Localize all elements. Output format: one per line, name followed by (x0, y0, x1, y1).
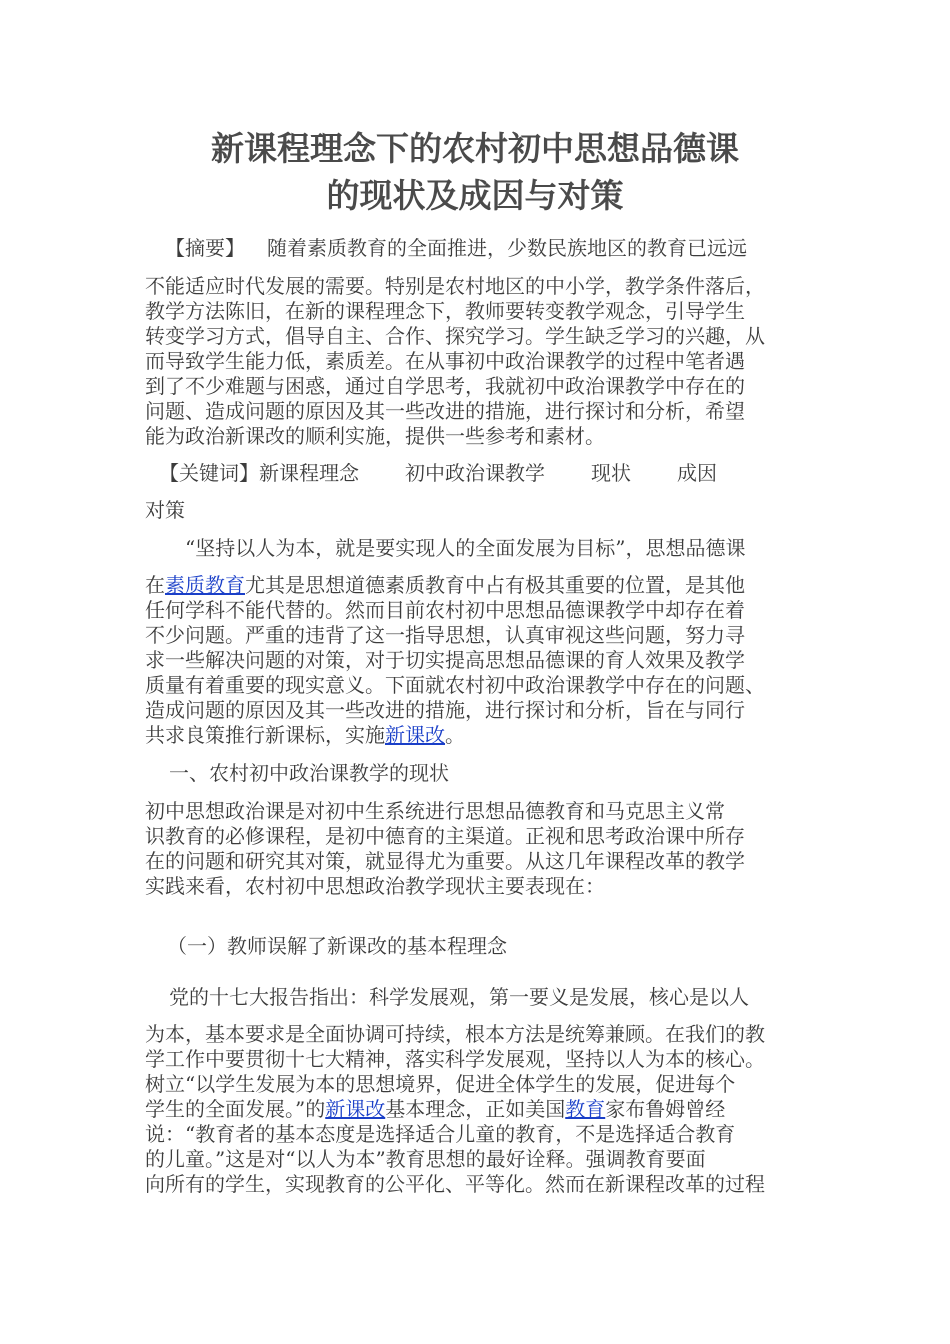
subsection1-line: 向所有的学生，实现教育的公平化、平等化。然而在新课程改革的过程 (145, 1172, 765, 1196)
section1-line: 实践来看，农村初中思想政治教学现状主要表现在： (145, 874, 605, 898)
keywords-line (145, 461, 815, 486)
keyword-item: 现状 (591, 461, 631, 485)
abstract-line: 教学方法陈旧，在新的课程理念下，教师要转变教学观念，引导学生 (145, 299, 745, 323)
intro-text: 尤其是思想道德素质教育中占有极其重要的位置，是其他 (245, 573, 745, 597)
abstract-label: 【摘要】 (165, 236, 245, 260)
keyword-item: 初中政治课教学 (405, 461, 545, 485)
keyword-item: 新课程理念 (259, 461, 359, 485)
intro-line: 求一些解决问题的对策，对于切实提高思想品德课的育人效果及教学 (145, 648, 745, 672)
intro-line: 质量有着重要的现实意义。下面就农村初中政治课教学中存在的问题、 (145, 673, 765, 697)
intro-body (145, 573, 815, 748)
abstract-body (145, 274, 815, 449)
subsection1-line: 树立“以学生发展为本的思想境界，促进全体学生的发展，促进每个 (145, 1072, 736, 1096)
link-suzhi-jiaoyu[interactable]: 素质教育 (165, 573, 245, 597)
intro-text: 在 (145, 573, 165, 597)
intro-text: 共求良策推行新课标，实施 (145, 723, 385, 747)
intro-line-2 (145, 573, 815, 598)
subsection1-first-line (145, 985, 815, 1010)
abstract-line: 能为政治新课改的顺利实施，提供一些参考和素材。 (145, 424, 605, 448)
subsection1-line: 为本，基本要求是全面协调可持续，根本方法是统筹兼顾。在我们的教 (145, 1022, 765, 1046)
keyword-item-wrapped: 对策 (145, 498, 185, 522)
title-line-1: 新课程理念下的农村初中思想品德课 (211, 129, 739, 168)
abstract-line: 问题、造成问题的原因及其一些改进的措施，进行探讨和分析，希望 (145, 399, 745, 423)
keywords-label: 【关键词】 (159, 461, 259, 485)
section1-line: 识教育的必修课程，是初中德育的主渠道。正视和思考政治课中所存 (145, 824, 745, 848)
intro-line: 不少问题。严重的违背了这一指导思想，认真审视这些问题，努力寻 (145, 623, 745, 647)
section1-heading: 一、农村初中政治课教学的现状 (169, 761, 449, 785)
intro-line: 造成问题的原因及其一些改进的措施，进行探讨和分析，旨在与同行 (145, 698, 745, 722)
section1-heading-row (145, 761, 815, 786)
title-line-2: 的现状及成因与对策 (326, 176, 624, 215)
keyword-item: 成因 (677, 461, 717, 485)
subsection1-line: 学工作中要贯彻十七大精神，落实科学发展观，坚持以人为本的核心。 (145, 1047, 765, 1071)
subsection1-first-text: 党的十七大报告指出：科学发展观，第一要义是发展，核心是以人 (169, 985, 749, 1009)
section1-line: 在的问题和研究其对策，就显得尤为重要。从这几年课程改革的教学 (145, 849, 745, 873)
abstract-first-line (145, 236, 815, 261)
abstract-first-text: 随着素质教育的全面推进，少数民族地区的教育已远远 (267, 236, 747, 260)
abstract-line: 转变学习方式，倡导自主、合作、探究学习。学生缺乏学习的兴趣，从 (145, 324, 765, 348)
intro-first-line (145, 536, 815, 561)
link-xin-kegai[interactable]: 新课改 (385, 723, 445, 747)
subsection1-heading: （一）教师误解了新课改的基本程理念 (167, 934, 507, 958)
abstract-line: 不能适应时代发展的需要。特别是农村地区的中小学，教学条件落后， (145, 274, 765, 298)
subsection1-text: 家布鲁姆曾经 (605, 1097, 726, 1121)
intro-first-text: “坚持以人为本，就是要实现人的全面发展为目标”，思想品德课 (185, 536, 746, 560)
link-xin-kegai-2[interactable]: 新课改 (325, 1097, 386, 1121)
subsection1-line: 的儿童。”这是对“以人为本”教育思想的最好诠释。强调教育要面 (145, 1147, 706, 1171)
section1-line: 初中思想政治课是对初中生系统进行思想品德教育和马克思主义常 (145, 799, 725, 823)
subsection1-line: 说：“教育者的基本态度是选择适合儿童的教育，不是选择适合教育 (145, 1122, 736, 1146)
subsection1-body (145, 1022, 815, 1197)
abstract-line: 而导致学生能力低，素质差。在从事初中政治课教学的过程中笔者遇 (145, 349, 745, 373)
intro-text: 。 (445, 723, 465, 747)
section1-body (145, 799, 815, 899)
abstract-line: 到了不少难题与困惑，通过自学思考，我就初中政治课教学中存在的 (145, 374, 745, 398)
subsection1-text: 学生的全面发展。”的 (145, 1097, 326, 1121)
intro-line: 任何学科不能代替的。然而目前农村初中思想品德课教学中却存在着 (145, 598, 745, 622)
subsection1-line-5 (145, 1097, 815, 1122)
subsection1-text: 基本理念，正如美国 (385, 1097, 566, 1121)
intro-line-last (145, 723, 815, 748)
link-jiaoyu[interactable]: 教育 (565, 1097, 606, 1121)
subsection1-heading-row (145, 934, 815, 959)
